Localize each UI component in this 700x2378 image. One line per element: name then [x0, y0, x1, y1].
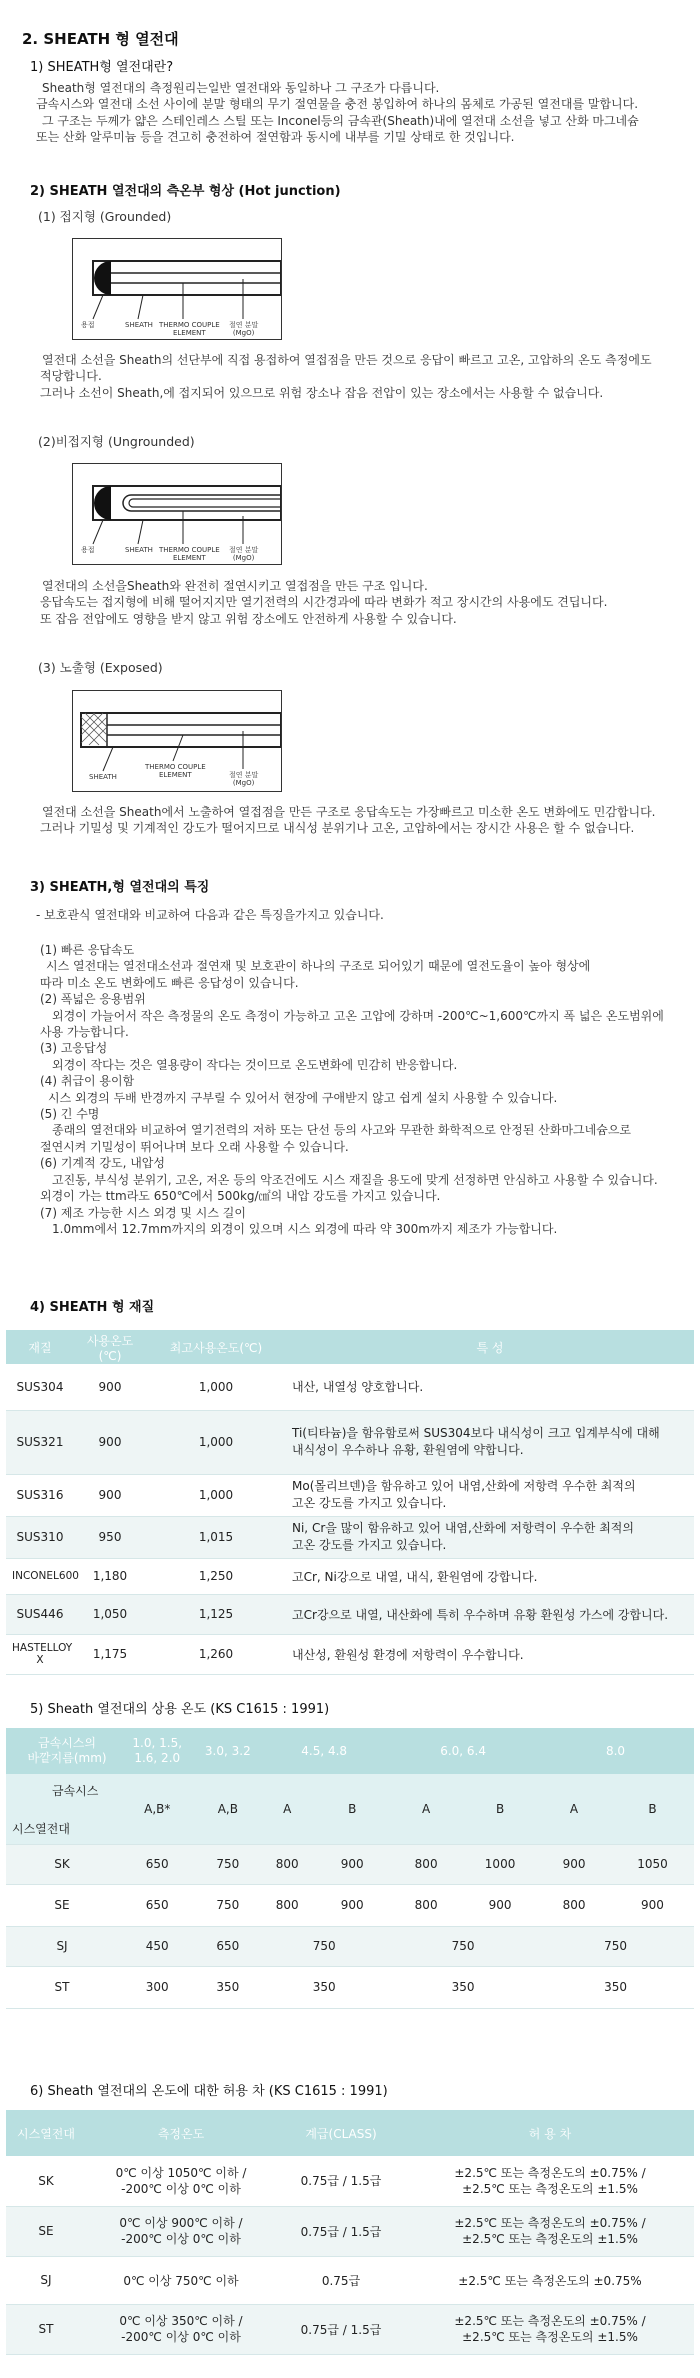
material-cell: 1,125: [146, 1594, 286, 1634]
table-row: [6, 2206, 694, 2256]
tolerance-header: 측정온도: [86, 2110, 276, 2156]
tolerance-cell: SE: [6, 2206, 86, 2256]
s3-line: (5) 긴 수명: [40, 1107, 100, 1122]
table-row: [6, 1926, 694, 1966]
temp-cell: 750: [196, 1884, 259, 1926]
ungrounded-label-element: THERMO COUPLE ELEMENT: [159, 546, 220, 562]
temp-cell: 350: [259, 1966, 389, 2008]
type-cell: SK: [6, 1844, 118, 1884]
tolerance-cell: ±2.5℃ 또는 측정온도의 ±0.75%: [406, 2256, 694, 2304]
material-cell: SUS446: [6, 1594, 74, 1634]
temp-cell: 750: [389, 1926, 537, 1966]
s3-line: 1.0mm에서 12.7mm까지의 외경이 있으며 시스 외경에 따라 약 300m까지 제조가 가능합니다.: [52, 1221, 558, 1236]
exposed-line: 그러나 기밀성 및 기계적인 강도가 떨어지므로 내식성 분위기나 고온, 고압하에서는 장시간 사용은 할 수 없습니다.: [40, 821, 635, 836]
grade-cell: A: [537, 1774, 611, 1844]
material-cell: 내산성, 환원성 환경에 저항력이 우수합니다.: [286, 1634, 694, 1674]
material-cell: Mo(몰리브덴)을 함유하고 있어 내염,산화에 저항력 우수한 최적의 고온 강도를 가지고 있습니다.: [286, 1474, 694, 1516]
corner-bottom: 시스열전대: [12, 1822, 70, 1836]
ungrounded-line: 응답속도는 접지형에 비해 떨어지지만 열기전력의 시간경과에 따라 변화가 적고 장시간의 사용에도 견딥니다.: [40, 595, 608, 610]
s5-heading: 5) Sheath 열전대의 상용 온도 (KS C1615 : 1991): [30, 1702, 330, 1717]
tolerance-cell: 0.75급 / 1.5급: [276, 2206, 406, 2256]
ungrounded-label-mgo: 절연 분말 (MgO): [229, 546, 259, 562]
temp-cell: 900: [463, 1884, 537, 1926]
s3-line: (4) 취급이 용이함: [40, 1074, 135, 1089]
tolerance-header: 계급(CLASS): [276, 2110, 406, 2156]
ungrounded-label-weld: 용접: [81, 546, 95, 554]
tolerance-cell: 0℃ 이상 350℃ 이하 / -200℃ 이상 0℃ 이하: [86, 2304, 276, 2354]
s3-line: (7) 제조 가능한 시스 외경 및 시스 길이: [40, 1205, 246, 1220]
material-cell: SUS316: [6, 1474, 74, 1516]
material-cell: 1,260: [146, 1634, 286, 1674]
material-cell: 900: [74, 1410, 146, 1474]
material-cell: 1,180: [74, 1558, 146, 1594]
s3-intro: - 보호관식 열전대와 비교하여 다음과 같은 특징을가지고 있습니다.: [36, 908, 384, 922]
temp-cell: 750: [259, 1926, 389, 1966]
temp-cell: 800: [259, 1884, 315, 1926]
material-cell: 1,000: [146, 1474, 286, 1516]
temp-cell: 350: [389, 1966, 537, 2008]
tolerance-cell: 0℃ 이상 900℃ 이하 / -200℃ 이상 0℃ 이하: [86, 2206, 276, 2256]
exposed-desc: [40, 804, 656, 837]
temp-cell: 650: [118, 1844, 196, 1884]
grade-cell: B: [315, 1774, 389, 1844]
exposed-diagram: [72, 690, 282, 792]
material-cell: 1,000: [146, 1364, 286, 1410]
temp-cell: 900: [611, 1884, 694, 1926]
grounded-label-sheath: SHEATH: [125, 321, 153, 329]
temp-cell: 1050: [611, 1844, 694, 1884]
material-cell: 1,175: [74, 1634, 146, 1674]
temp-cell: 900: [315, 1844, 389, 1884]
exposed-label-element: THERMO COUPLE ELEMENT: [145, 763, 206, 779]
table-row: [6, 1516, 694, 1558]
temp-cell: 650: [118, 1884, 196, 1926]
tolerance-cell: 0.75급 / 1.5급: [276, 2304, 406, 2354]
s4-heading: 4) SHEATH 형 재질: [30, 1300, 155, 1315]
temp-cell: 800: [389, 1844, 463, 1884]
tolerance-cell: 0.75급 / 1.5급: [276, 2156, 406, 2206]
corner-mid: 금속시스: [52, 1784, 99, 1798]
material-cell: 1,000: [146, 1410, 286, 1474]
temp-cell: 900: [315, 1884, 389, 1926]
material-header: 사용온도 (℃): [74, 1330, 146, 1364]
material-cell: 900: [74, 1364, 146, 1410]
tolerance-cell: 0℃ 이상 1050℃ 이하 / -200℃ 이상 0℃ 이하: [86, 2156, 276, 2206]
temp-cell: 800: [537, 1884, 611, 1926]
s1-body: [36, 80, 639, 146]
page-title: 2. SHEATH 형 열전대: [22, 30, 179, 48]
material-cell: Ni, Cr을 많이 함유하고 있어 내염,산화에 저항력이 우수한 최적의 고온 강도를 가지고 있습니다.: [286, 1516, 694, 1558]
s1-line: Sheath형 열전대의 측정원리는일반 열전대와 동일하나 그 구조가 다릅니다.: [42, 81, 440, 95]
temp-cell: 750: [196, 1844, 259, 1884]
table-row: [6, 1410, 694, 1474]
material-header: 최고사용온도(℃): [146, 1330, 286, 1364]
table-row: [6, 1594, 694, 1634]
s3-line: 시스 열전대는 열전대소선과 절연재 및 보호관이 하나의 구조로 되어있기 때문에 열전도율이 높아 형상에: [46, 959, 591, 974]
s1-heading: 1) SHEATH형 열전대란?: [30, 60, 174, 75]
material-cell: SUS304: [6, 1364, 74, 1410]
tolerance-cell: SJ: [6, 2256, 86, 2304]
grounded-line: 열전대 소선을 Sheath의 선단부에 직접 용접하여 열접점을 만든 것으로 응답이 빠르고 고온, 고압하의 온도 측정에도: [42, 353, 652, 367]
material-cell: HASTELLOY X: [6, 1634, 74, 1674]
material-cell: SUS310: [6, 1516, 74, 1558]
table-row: [6, 1634, 694, 1674]
material-cell: 고Cr, Ni강으로 내열, 내식, 환원염에 강합니다.: [286, 1558, 694, 1594]
diameter-header: 1.0, 1.5, 1.6, 2.0: [118, 1728, 196, 1774]
temp-cell: 350: [537, 1966, 694, 2008]
material-header: 특 성: [286, 1330, 694, 1364]
material-cell: 내산, 내열성 양호합니다.: [286, 1364, 694, 1410]
grounded-line: 그러나 소선이 Sheath,에 접지되어 있으므로 위험 장소나 잡음 전압이 있는 장소에서는 사용할 수 없습니다.: [40, 385, 604, 400]
s3-heading: 3) SHEATH,형 열전대의 특징: [30, 880, 210, 895]
type-cell: SJ: [6, 1926, 118, 1966]
tolerance-table: [6, 2110, 694, 2355]
tolerance-cell: ±2.5℃ 또는 측정온도의 ±0.75% / ±2.5℃ 또는 측정온도의 ±1.5%: [406, 2156, 694, 2206]
temp-cell: 900: [537, 1844, 611, 1884]
s3-line: 시스 외경의 두배 반경까지 구부릴 수 있어서 현장에 구애받지 않고 쉽게 설치 사용할 수 있습니다.: [48, 1090, 558, 1105]
s3-body: [40, 942, 664, 1237]
grounded-line: 적당합니다.: [40, 369, 102, 384]
grade-cell: A,B: [196, 1774, 259, 1844]
material-cell: 고Cr강으로 내열, 내산화에 특히 우수하며 유황 환원성 가스에 강합니다.: [286, 1594, 694, 1634]
temp-cell: 650: [196, 1926, 259, 1966]
usage-temp-table: [6, 1728, 694, 2009]
grade-cell: B: [463, 1774, 537, 1844]
table-row: [6, 2304, 694, 2354]
tolerance-header: 허 용 차: [406, 2110, 694, 2156]
exposed-title: (3) 노출형 (Exposed): [38, 660, 163, 675]
temp-cell: 350: [196, 1966, 259, 2008]
s3-line: 종래의 열전대와 비교하여 열기전력의 저하 또는 단선 등의 사고와 무관한 화학적으로 안정된 산화마그네슘으로: [52, 1123, 632, 1138]
grade-cell: A: [389, 1774, 463, 1844]
tolerance-cell: ST: [6, 2304, 86, 2354]
table-row: [6, 2156, 694, 2206]
s3-line: 따라 미소 온도 변화에도 빠른 응답성이 있습니다.: [40, 975, 299, 990]
ungrounded-line: 또 잡음 전압에도 영향을 받지 않고 위험 장소에도 안전하게 사용할 수 있습니다.: [40, 611, 457, 626]
exposed-label-mgo: 절연 분말 (MgO): [229, 771, 259, 787]
s3-line: (3) 고응답성: [40, 1041, 108, 1056]
temp-cell: 750: [537, 1926, 694, 1966]
material-cell: 1,050: [74, 1594, 146, 1634]
material-header: 재질: [6, 1330, 74, 1364]
material-table: [6, 1330, 694, 1675]
s3-line: 외경이 가는 ttm라도 650℃에서 500kg/㎠의 내압 강도를 가지고 있습니다.: [40, 1189, 441, 1204]
grade-cell: A: [259, 1774, 315, 1844]
ungrounded-diagram: [72, 463, 282, 565]
material-cell: 1,015: [146, 1516, 286, 1558]
s2-heading: 2) SHEATH 열전대의 측온부 형상 (Hot junction): [30, 184, 341, 199]
material-cell: INCONEL600: [6, 1558, 74, 1594]
diameter-header: 3.0, 3.2: [196, 1728, 259, 1774]
material-cell: Ti(티타늄)을 함유함로써 SUS304보다 내식성이 크고 입계부식에 대해 내식성이 우수하나 유황, 환원염에 약합니다.: [286, 1410, 694, 1474]
temp-cell: 800: [389, 1884, 463, 1926]
s3-line: 사용 가능합니다.: [40, 1025, 129, 1040]
grounded-label-weld: 용접: [81, 321, 95, 329]
grade-cell: A,B*: [118, 1774, 196, 1844]
table-row: [6, 1364, 694, 1410]
material-cell: 1,250: [146, 1558, 286, 1594]
grounded-diagram: [72, 238, 282, 340]
s1-line: 또는 산화 알루미늄 등을 견고히 충전하여 절연함과 동시에 내부를 기밀 상태로 한 것입니다.: [36, 130, 515, 145]
grounded-label-element: THERMO COUPLE ELEMENT: [159, 321, 220, 337]
tolerance-cell: 0℃ 이상 750℃ 이하: [86, 2256, 276, 2304]
exposed-line: 열전대 소선을 Sheath에서 노출하여 열접점을 만든 구조로 응답속도는 가장빠르고 미소한 온도 변화에도 민감합니다.: [42, 805, 656, 819]
type-cell: ST: [6, 1966, 118, 2008]
grade-row: [6, 1774, 694, 1844]
s3-line: 외경이 작다는 것은 열용량이 작다는 것이므로 온도변화에 민감히 반응합니다.: [52, 1057, 458, 1072]
s3-line: (2) 폭넓은 응용범위: [40, 992, 146, 1007]
table-row: [6, 1884, 694, 1926]
s3-line: 절연시켜 기밀성이 뛰어나며 보다 오래 사용할 수 있습니다.: [40, 1139, 349, 1154]
temp-cell: 1000: [463, 1844, 537, 1884]
diameter-header: 4.5, 4.8: [259, 1728, 389, 1774]
table-row: [6, 1474, 694, 1516]
table-row: [6, 2256, 694, 2304]
s3-line: 고진동, 부식성 분위기, 고온, 저온 등의 악조건에도 시스 재질을 용도에 맞게 선정하면 안심하고 사용할 수 있습니다.: [52, 1172, 658, 1187]
tolerance-cell: SK: [6, 2156, 86, 2206]
material-cell: SUS321: [6, 1410, 74, 1474]
tolerance-cell: 0.75급: [276, 2256, 406, 2304]
corner-cell: [6, 1774, 118, 1844]
ungrounded-line: 열전대의 소선을Sheath와 완전히 절연시키고 열접점을 만든 구조 입니다.: [42, 579, 428, 593]
material-cell: 950: [74, 1516, 146, 1558]
temp-cell: 800: [259, 1844, 315, 1884]
tolerance-cell: ±2.5℃ 또는 측정온도의 ±0.75% / ±2.5℃ 또는 측정온도의 ±1.5%: [406, 2206, 694, 2256]
s3-line: (6) 기계적 강도, 내압성: [40, 1156, 165, 1171]
s3-line: 외경이 가늘어서 작은 측정물의 온도 측정이 가능하고 고온 고압에 강하며 -200℃~1,600℃까지 폭 넓은 온도범위에: [52, 1008, 664, 1023]
ungrounded-title: (2)비접지형 (Ungrounded): [38, 434, 195, 449]
type-cell: SE: [6, 1884, 118, 1926]
grounded-desc: [40, 352, 652, 401]
exposed-label-sheath: SHEATH: [89, 773, 117, 781]
diameter-header: 6.0, 6.4: [389, 1728, 537, 1774]
tolerance-header: 시스열전대: [6, 2110, 86, 2156]
diameter-header: 8.0: [537, 1728, 694, 1774]
temp-cell: 450: [118, 1926, 196, 1966]
corner-top: 금속시스의 바깥지름(mm): [6, 1728, 118, 1774]
temp-cell: 300: [118, 1966, 196, 2008]
grade-cell: B: [611, 1774, 694, 1844]
s1-line: 그 구조는 두께가 얇은 스테인레스 스틸 또는 Inconel등의 금속관(Sheath)내에 열전대 소선을 넣고 산화 마그네슘: [42, 113, 639, 128]
tolerance-cell: ±2.5℃ 또는 측정온도의 ±0.75% / ±2.5℃ 또는 측정온도의 ±1.5%: [406, 2304, 694, 2354]
s3-line: (1) 빠른 응답속도: [40, 943, 135, 957]
grounded-title: (1) 접지형 (Grounded): [38, 209, 172, 224]
table-row: [6, 1844, 694, 1884]
s6-heading: 6) Sheath 열전대의 온도에 대한 허용 차 (KS C1615 : 1991): [30, 2084, 388, 2099]
table-row: [6, 1966, 694, 2008]
ungrounded-label-sheath: SHEATH: [125, 546, 153, 554]
grounded-label-mgo: 절연 분말 (MgO): [229, 321, 259, 337]
material-cell: 900: [74, 1474, 146, 1516]
ungrounded-desc: [40, 578, 607, 627]
s1-line: 금속시스와 열전대 소선 사이에 분말 형태의 무기 절연물을 충전 봉입하여 하나의 몸체로 가공된 열전대를 말합니다.: [36, 97, 639, 112]
table-row: [6, 1558, 694, 1594]
